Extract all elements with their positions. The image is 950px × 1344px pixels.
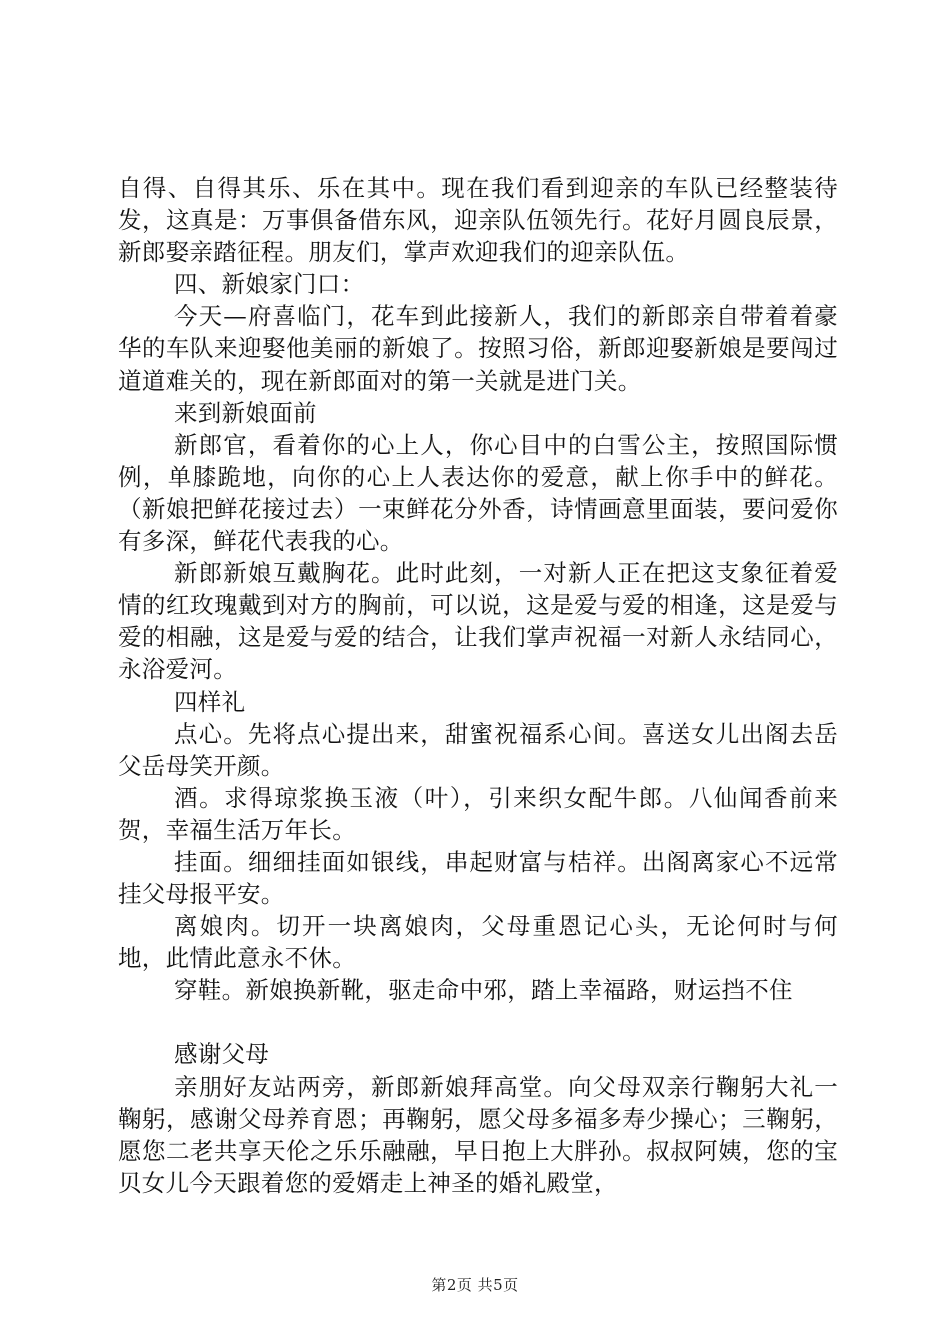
paragraph: 挂面。细细挂面如银线，串起财富与桔祥。出阁离家心不远常挂父母报平安。 [118, 847, 838, 909]
page-number-footer: 第2页 共5页 [431, 1276, 519, 1294]
blank-line [118, 1006, 838, 1038]
paragraph: 新郎新娘互戴胸花。此时此刻，一对新人正在把这支象征着爱情的红玫瑰戴到对方的胸前，可以说，这是爱与爱的相逢，这是爱与爱的相融，这是爱与爱的结合，让我们掌声祝福一对新人永结同心，永浴爱河。 [118, 559, 838, 684]
paragraph: 新郎官，看着你的心上人，你心目中的白雪公主，按照国际惯例，单膝跪地，向你的心上人表达你的爱意，献上你手中的鲜花。（新娘把鲜花接过去）一束鲜花分外香，诗情画意里面装，要问爱你有多深，鲜花代表我的心。 [118, 430, 838, 556]
paragraph: 离娘肉。切开一块离娘肉，父母重恩记心头，无论何时与何地，此情此意永不休。 [118, 912, 838, 973]
paragraph: 自得、自得其乐、乐在其中。现在我们看到迎亲的车队已经整装待发，这真是：万事俱备借东风，迎亲队伍领先行。花好月圆良辰景，新郎娶亲踏征程。朋友们，掌声欢迎我们的迎亲队伍。 [118, 174, 838, 267]
paragraph: 穿鞋。新娘换新靴，驱走命中邪，踏上幸福路，财运挡不住 [174, 976, 793, 1005]
paragraph: 今天—府喜临门，花车到此接新人，我们的新郎亲自带着着豪华的车队来迎娶他美丽的新娘了。按照习俗，新郎迎娶新娘是要闯过道道难关的，现在新郎面对的第一关就是进门关。 [118, 302, 838, 395]
document-body [118, 172, 838, 1199]
paragraph: 点心。先将点心提出来，甜蜜祝福系心间。喜送女儿出阁去岳父岳母笑开颜。 [118, 719, 838, 780]
section-heading: 感谢父母 [174, 1040, 270, 1069]
section-heading: 四样礼 [174, 687, 246, 716]
section-heading: 来到新娘面前 [174, 398, 317, 427]
section-heading: 四、新娘家门口： [174, 270, 365, 299]
paragraph: 酒。求得琼浆换玉液（叶），引来织女配牛郎。八仙闻香前来贺，幸福生活万年长。 [118, 783, 838, 844]
paragraph: 亲朋好友站两旁，新郎新娘拜高堂。向父母双亲行鞠躬大礼一鞠躬，感谢父母养育恩；再鞠躬，愿父母多福多寿少操心；三鞠躬，愿您二老共享天伦之乐乐融融，早日抱上大胖孙。叔叔阿姨，您的宝贝女儿今天跟着您的爱婿走上神圣的婚礼殿堂， [118, 1072, 838, 1197]
